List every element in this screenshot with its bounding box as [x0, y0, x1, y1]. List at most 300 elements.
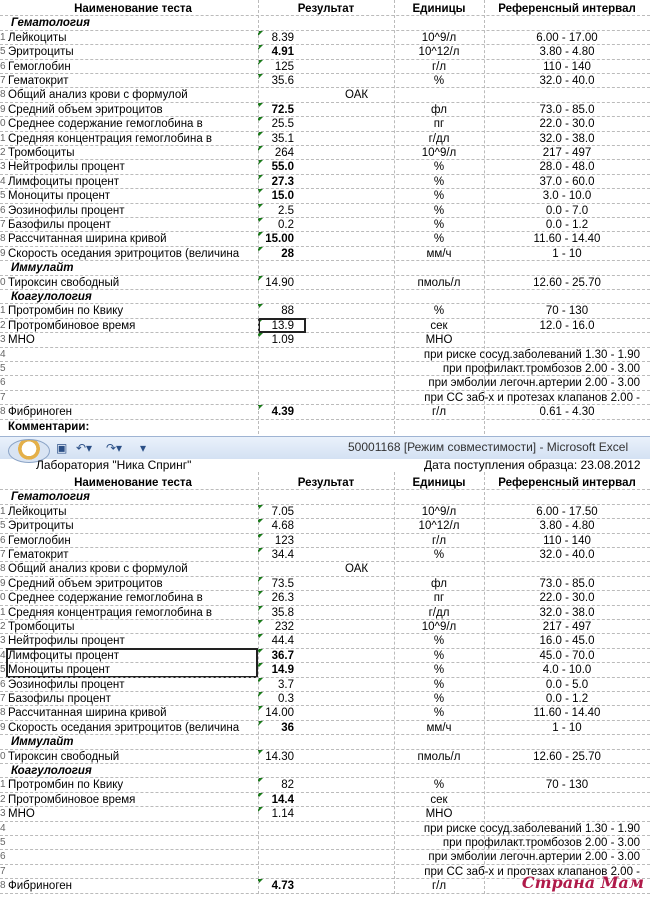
- test-result[interactable]: 35.1: [271, 132, 294, 145]
- test-ref-range[interactable]: 6.00 - 17.00: [536, 31, 598, 44]
- test-ref-range[interactable]: 37.0 - 60.0: [539, 175, 595, 188]
- table-row: [0, 60, 650, 74]
- table-row: [0, 634, 650, 648]
- test-name[interactable]: Эозинофилы процент: [8, 678, 125, 691]
- test-result[interactable]: 0.3: [278, 693, 294, 705]
- reference-note: при эмболии легочн.артерии 2.00 - 3.00: [428, 851, 640, 864]
- table-row: [0, 519, 650, 533]
- test-result[interactable]: 14.9: [271, 664, 294, 677]
- header-unit: Единицы: [412, 3, 466, 15]
- excel-title-bar: [0, 436, 650, 459]
- row-number: 8: [0, 563, 6, 575]
- table-row: [0, 807, 650, 821]
- test-name[interactable]: Средний объем эритроцитов: [8, 577, 163, 590]
- row-number: 5: [0, 664, 6, 676]
- table-row: [0, 103, 650, 117]
- row-number: 0: [0, 118, 6, 130]
- column-gridline: [394, 0, 395, 434]
- test-unit[interactable]: пг: [433, 592, 445, 605]
- test-ref-range[interactable]: 32.0 - 38.0: [539, 606, 595, 619]
- test-unit[interactable]: %: [433, 161, 445, 174]
- test-ref-range[interactable]: 4.0 - 10.0: [542, 664, 592, 677]
- test-ref-range[interactable]: 70 - 130: [545, 305, 589, 318]
- test-name[interactable]: Фибриноген: [8, 880, 73, 893]
- header-ref: Референсный интервал: [498, 477, 636, 489]
- test-result[interactable]: 4.39: [271, 406, 294, 419]
- test-unit[interactable]: пмоль/л: [417, 750, 461, 763]
- test-result[interactable]: 123: [274, 534, 294, 547]
- test-ref-range[interactable]: 3.0 - 10.0: [542, 190, 592, 203]
- test-ref-range[interactable]: 12.0 - 16.0: [539, 319, 595, 332]
- test-ref-range[interactable]: 0.0 - 5.0: [545, 678, 589, 691]
- test-ref-range[interactable]: 22.0 - 30.0: [539, 118, 595, 131]
- test-result[interactable]: 27.3: [271, 175, 294, 188]
- test-name[interactable]: Лимфоциты процент: [8, 175, 119, 188]
- row-number: 2: [0, 793, 6, 805]
- test-result[interactable]: 35.8: [271, 606, 294, 619]
- row-number: 6: [0, 678, 6, 690]
- test-name[interactable]: Тироксин свободный: [8, 276, 120, 289]
- row-number: 8: [0, 880, 6, 892]
- test-name[interactable]: Рассчитанная ширина кривой: [8, 233, 167, 246]
- test-unit[interactable]: г/л: [431, 534, 447, 547]
- test-ref-range[interactable]: 73.0 - 85.0: [539, 103, 595, 116]
- test-result[interactable]: 4.91: [271, 46, 294, 59]
- table-row: [0, 160, 650, 174]
- test-name[interactable]: Лимфоциты процент: [8, 649, 119, 662]
- reference-note: при СС заб-х и протезах клапанов 2.00 -: [424, 865, 640, 878]
- test-unit[interactable]: %: [433, 635, 445, 648]
- row-number: 3: [0, 808, 6, 820]
- table-row: [0, 88, 650, 102]
- row-number: 3: [0, 334, 6, 346]
- test-ref-range[interactable]: 11.60 - 14.40: [533, 233, 601, 246]
- test-unit[interactable]: фл: [431, 103, 447, 116]
- table-row: [0, 232, 650, 246]
- section-heading: [0, 290, 650, 304]
- row-number: 1: [0, 779, 6, 791]
- test-result[interactable]: 8.39: [271, 31, 294, 44]
- table-row: [0, 319, 650, 333]
- test-unit[interactable]: %: [433, 693, 445, 705]
- test-unit[interactable]: %: [433, 305, 445, 318]
- section-heading: [0, 764, 650, 778]
- test-name[interactable]: Скорость оседания эритроцитов (величина: [8, 247, 240, 260]
- test-name[interactable]: Общий анализ крови с формулой: [8, 563, 188, 576]
- test-unit[interactable]: пг: [433, 118, 445, 131]
- test-ref-range[interactable]: [484, 793, 650, 807]
- row-number: 1: [0, 132, 6, 144]
- reference-note: при риске сосуд.заболеваний 1.30 - 1.90: [423, 348, 640, 361]
- row-number: 8: [0, 707, 6, 719]
- test-ref-range[interactable]: 45.0 - 70.0: [539, 649, 595, 662]
- table-row: [0, 31, 650, 45]
- table-row: [0, 45, 650, 59]
- test-result[interactable]: 7.05: [271, 505, 294, 518]
- test-unit[interactable]: %: [433, 707, 445, 720]
- test-name[interactable]: Средний объем эритроцитов: [8, 103, 163, 116]
- test-name[interactable]: Протромбиновое время: [8, 793, 136, 806]
- row-number: 9: [0, 247, 6, 259]
- table-row: [0, 117, 650, 131]
- note-row: [0, 836, 650, 850]
- test-ref-range[interactable]: 70 - 130: [545, 779, 589, 792]
- table-row: [0, 175, 650, 189]
- table-row: [0, 505, 650, 519]
- test-name[interactable]: Эритроциты: [8, 520, 74, 533]
- table-row: [0, 304, 650, 318]
- test-unit[interactable]: г/л: [431, 60, 447, 73]
- row-number: 2: [0, 621, 6, 632]
- test-result[interactable]: 13.9: [271, 319, 294, 332]
- oak-label: ОАК: [345, 563, 369, 576]
- report-sheet-2: [0, 472, 650, 898]
- reference-note: при риске сосуд.заболеваний 1.30 - 1.90: [423, 822, 640, 835]
- column-gridline: [394, 472, 395, 894]
- table-row: [0, 577, 650, 591]
- test-ref-range[interactable]: 11.60 - 14.40: [533, 707, 601, 720]
- test-unit[interactable]: г/л: [431, 880, 447, 893]
- test-name[interactable]: Базофилы процент: [8, 693, 111, 705]
- redo-icon[interactable]: ↷▾: [106, 441, 123, 455]
- window-title: 50001168 [Режим совместимости] - Microsoft Excel: [348, 440, 629, 454]
- section-title: Гематология: [11, 491, 90, 504]
- test-unit[interactable]: %: [433, 204, 445, 217]
- test-name[interactable]: Базофилы процент: [8, 219, 111, 231]
- table-row: [0, 333, 650, 347]
- test-result[interactable]: 14.4: [271, 793, 294, 806]
- test-name[interactable]: Лейкоциты: [8, 505, 67, 518]
- test-result[interactable]: 14.30: [265, 750, 294, 763]
- test-ref-range[interactable]: [484, 807, 650, 821]
- test-result[interactable]: 34.4: [271, 549, 294, 561]
- row-number: 7: [0, 75, 6, 86]
- test-ref-range[interactable]: 28.0 - 48.0: [539, 161, 595, 174]
- test-result[interactable]: 1.14: [271, 808, 294, 821]
- test-name[interactable]: Нейтрофилы процент: [8, 161, 125, 174]
- test-name[interactable]: Нейтрофилы процент: [8, 635, 125, 648]
- test-name[interactable]: Протромбин по Квику: [8, 779, 124, 792]
- comments-row: [0, 420, 650, 434]
- table-row: [0, 189, 650, 203]
- table-row: [0, 750, 650, 764]
- test-name[interactable]: Тромбоциты: [8, 621, 75, 633]
- test-result[interactable]: 36: [281, 721, 294, 734]
- note-row: [0, 822, 650, 836]
- test-name[interactable]: Гематокрит: [8, 75, 69, 87]
- note-row: [0, 362, 650, 376]
- table-row: [0, 548, 650, 562]
- test-unit[interactable]: г/дл: [428, 132, 450, 145]
- test-ref-range[interactable]: 12.60 - 25.70: [533, 750, 601, 763]
- test-ref-range[interactable]: 12.60 - 25.70: [533, 276, 601, 289]
- test-name[interactable]: Общий анализ крови с формулой: [8, 89, 188, 102]
- customize-quick-access-icon[interactable]: ▾: [140, 441, 147, 455]
- test-result[interactable]: 28: [281, 247, 294, 260]
- row-number: 0: [0, 276, 6, 288]
- test-result[interactable]: 3.7: [278, 678, 294, 691]
- test-result[interactable]: 26.3: [271, 592, 294, 605]
- row-number: 4: [0, 175, 6, 187]
- row-gridline: [0, 893, 650, 894]
- section-heading: [0, 261, 650, 275]
- test-result[interactable]: 14.90: [265, 276, 294, 289]
- reference-note: при СС заб-х и протезах клапанов 2.00 -: [424, 391, 640, 404]
- table-row: [0, 706, 650, 720]
- section-heading: [0, 490, 650, 504]
- test-ref-range[interactable]: [484, 333, 650, 347]
- note-row: [0, 348, 650, 362]
- test-ref-range[interactable]: 1 - 10: [552, 247, 582, 260]
- test-name[interactable]: Гемоглобин: [8, 534, 71, 547]
- test-result[interactable]: 1.09: [271, 334, 294, 347]
- row-number: 9: [0, 721, 6, 733]
- row-number: 4: [0, 649, 6, 661]
- test-unit[interactable]: %: [433, 664, 445, 677]
- test-result[interactable]: 4.73: [271, 880, 294, 893]
- test-name[interactable]: Протромбин по Квику: [8, 305, 124, 318]
- row-number: 7: [0, 391, 6, 403]
- test-result[interactable]: 88: [281, 305, 294, 318]
- row-number: 4: [0, 348, 6, 360]
- row-number: 1: [0, 305, 6, 317]
- table-row: [0, 778, 650, 792]
- row-number: 8: [0, 89, 6, 101]
- test-result[interactable]: 36.7: [271, 649, 294, 662]
- test-name[interactable]: Гематокрит: [8, 549, 69, 561]
- test-result[interactable]: 44.4: [271, 635, 294, 648]
- table-row: [0, 204, 650, 218]
- test-result[interactable]: 125: [274, 60, 294, 73]
- row-number: 5: [0, 190, 6, 202]
- test-unit[interactable]: МНО: [425, 334, 453, 347]
- test-name[interactable]: Рассчитанная ширина кривой: [8, 707, 167, 720]
- test-ref-range[interactable]: 32.0 - 38.0: [539, 132, 595, 145]
- test-result[interactable]: 0.2: [278, 219, 294, 231]
- test-unit[interactable]: 10^12/л: [418, 520, 460, 533]
- test-name[interactable]: Среднее содержание гемоглобина в: [8, 118, 203, 131]
- test-ref-range[interactable]: 217 - 497: [542, 147, 592, 159]
- row-number: 4: [0, 822, 6, 834]
- test-name[interactable]: Гемоглобин: [8, 60, 71, 73]
- comments-label: Комментарии:: [8, 420, 90, 433]
- table-row: [0, 562, 650, 576]
- test-result[interactable]: 4.68: [271, 520, 294, 533]
- section-heading: [0, 16, 650, 30]
- test-ref-range[interactable]: 3.80 - 4.80: [539, 46, 595, 59]
- test-unit[interactable]: 10^9/л: [421, 505, 457, 518]
- row-number: 0: [0, 750, 6, 762]
- test-result[interactable]: 82: [281, 779, 294, 792]
- row-number: 9: [0, 577, 6, 589]
- row-number: 6: [0, 204, 6, 216]
- row-number: 5: [0, 520, 6, 532]
- row-number: 0: [0, 592, 6, 604]
- test-unit[interactable]: МНО: [425, 808, 453, 821]
- table-row: [0, 405, 650, 419]
- test-name[interactable]: Эозинофилы процент: [8, 204, 125, 217]
- test-ref-range[interactable]: 0.0 - 1.2: [545, 219, 589, 231]
- test-ref-range[interactable]: 3.80 - 4.80: [539, 520, 595, 533]
- test-ref-range[interactable]: 1 - 10: [552, 721, 582, 734]
- reference-note: при профилакт.тромбозов 2.00 - 3.00: [442, 363, 640, 375]
- test-unit[interactable]: %: [433, 779, 445, 792]
- section-title: Иммулайт: [11, 736, 74, 749]
- test-result[interactable]: 25.5: [271, 118, 294, 131]
- test-ref-range[interactable]: 0.0 - 1.2: [545, 693, 589, 705]
- watermark: Страна Мам: [521, 873, 644, 892]
- test-unit[interactable]: пмоль/л: [417, 276, 461, 289]
- table-header: [0, 476, 650, 490]
- test-ref-range[interactable]: 73.0 - 85.0: [539, 577, 595, 590]
- row-number: 2: [0, 147, 6, 158]
- test-name[interactable]: Фибриноген: [8, 406, 73, 419]
- test-result[interactable]: 15.00: [265, 233, 294, 246]
- test-ref-range[interactable]: 110 - 140: [543, 60, 591, 73]
- row-number: 5: [0, 46, 6, 58]
- test-name[interactable]: Средняя концентрация гемоглобина в: [8, 606, 213, 619]
- row-number: 6: [0, 377, 6, 389]
- test-unit[interactable]: %: [433, 233, 445, 246]
- test-result[interactable]: 14.00: [265, 707, 294, 720]
- test-ref-range[interactable]: 22.0 - 30.0: [539, 592, 595, 605]
- row-number: 7: [0, 219, 6, 230]
- test-name[interactable]: Скорость оседания эритроцитов (величина: [8, 721, 240, 734]
- header-ref: Референсный интервал: [498, 3, 636, 15]
- table-row: [0, 534, 650, 548]
- row-number: 2: [0, 319, 6, 331]
- test-ref-range[interactable]: 16.0 - 45.0: [539, 635, 595, 648]
- test-ref-range[interactable]: 0.61 - 4.30: [539, 406, 595, 419]
- table-row: [0, 692, 650, 706]
- column-gridline: [258, 472, 259, 894]
- test-result[interactable]: 232: [274, 621, 294, 633]
- test-ref-range[interactable]: 6.00 - 17.50: [536, 505, 598, 518]
- table-row: [0, 591, 650, 605]
- row-number: 1: [0, 606, 6, 618]
- table-row: [0, 721, 650, 735]
- row-number: 9: [0, 103, 6, 115]
- test-unit[interactable]: 10^9/л: [421, 31, 457, 44]
- sample-received-date: Дата поступления образца: 23.08.2012: [424, 458, 641, 472]
- row-number: 1: [0, 505, 6, 517]
- test-unit[interactable]: %: [433, 190, 445, 203]
- table-row: [0, 793, 650, 807]
- save-icon[interactable]: ▣: [56, 441, 68, 455]
- section-title: Коагулология: [11, 291, 92, 303]
- test-name[interactable]: МНО: [8, 334, 35, 347]
- row-number: 8: [0, 233, 6, 245]
- test-unit[interactable]: %: [433, 678, 445, 691]
- test-name[interactable]: Лейкоциты: [8, 31, 67, 44]
- test-unit[interactable]: г/дл: [428, 606, 450, 619]
- test-result[interactable]: 35.6: [271, 75, 294, 87]
- test-result[interactable]: 264: [274, 147, 294, 159]
- table-row: [0, 146, 650, 160]
- table-row: [0, 74, 650, 88]
- test-name[interactable]: Тромбоциты: [8, 147, 75, 159]
- row-number: 5: [0, 363, 6, 374]
- test-name[interactable]: Эритроциты: [8, 46, 74, 59]
- test-name[interactable]: Средняя концентрация гемоглобина в: [8, 132, 213, 145]
- test-result[interactable]: 72.5: [271, 103, 294, 116]
- test-unit[interactable]: 10^9/л: [421, 147, 457, 159]
- test-ref-range[interactable]: 32.0 - 40.0: [539, 75, 595, 87]
- row-number: 3: [0, 635, 6, 647]
- header-result: Результат: [297, 477, 355, 489]
- test-name[interactable]: Моноциты процент: [8, 190, 111, 203]
- table-row: [0, 132, 650, 146]
- column-gridline: [258, 0, 259, 434]
- oak-label: ОАК: [345, 89, 369, 102]
- column-gridline: [484, 472, 485, 894]
- lab-name: Лаборатория "Ника Спринг": [36, 458, 192, 472]
- test-name[interactable]: Среднее содержание гемоглобина в: [8, 592, 203, 605]
- test-unit[interactable]: сек: [430, 319, 448, 332]
- test-unit[interactable]: г/л: [431, 406, 447, 419]
- section-title: Иммулайт: [11, 262, 74, 275]
- report-sheet-1: [0, 0, 650, 436]
- row-number: 7: [0, 549, 6, 560]
- test-unit[interactable]: %: [433, 175, 445, 188]
- test-ref-range[interactable]: 110 - 140: [543, 534, 591, 547]
- table-header: [0, 2, 650, 16]
- test-name[interactable]: Тироксин свободный: [8, 750, 120, 763]
- row-number: 6: [0, 851, 6, 863]
- header-unit: Единицы: [412, 477, 466, 489]
- test-result[interactable]: 73.5: [271, 577, 294, 590]
- test-unit[interactable]: %: [433, 549, 445, 561]
- test-name[interactable]: МНО: [8, 808, 35, 821]
- test-unit[interactable]: %: [433, 219, 445, 231]
- header-result: Результат: [297, 3, 355, 15]
- test-ref-range[interactable]: 217 - 497: [542, 621, 592, 633]
- table-row: [0, 678, 650, 692]
- test-unit[interactable]: сек: [430, 793, 448, 806]
- test-result[interactable]: 15.0: [271, 190, 294, 203]
- section-title: Гематология: [11, 17, 90, 30]
- header-name: Наименование теста: [74, 3, 192, 15]
- test-unit[interactable]: мм/ч: [426, 247, 452, 260]
- test-ref-range[interactable]: 32.0 - 40.0: [539, 549, 595, 561]
- test-unit[interactable]: %: [433, 75, 445, 87]
- test-ref-range[interactable]: 0.0 - 7.0: [545, 204, 589, 217]
- table-row: [0, 606, 650, 620]
- selected-cell[interactable]: [258, 318, 306, 333]
- row-number: 6: [0, 534, 6, 546]
- test-unit[interactable]: мм/ч: [426, 721, 452, 734]
- section-heading: [0, 735, 650, 749]
- test-unit[interactable]: фл: [431, 577, 447, 590]
- row-number: 5: [0, 837, 6, 848]
- test-result[interactable]: 2.5: [278, 204, 294, 217]
- table-row: [0, 218, 650, 232]
- undo-icon[interactable]: ↶▾: [76, 441, 93, 455]
- test-unit[interactable]: 10^9/л: [421, 621, 457, 633]
- header-name: Наименование теста: [74, 477, 192, 489]
- row-number: 6: [0, 60, 6, 72]
- row-number: 1: [0, 31, 6, 43]
- test-name[interactable]: Протромбиновое время: [8, 319, 136, 332]
- table-row: [0, 276, 650, 290]
- test-result[interactable]: 55.0: [271, 161, 294, 174]
- table-row: [0, 247, 650, 261]
- table-row: [0, 663, 650, 677]
- test-unit[interactable]: 10^12/л: [418, 46, 460, 59]
- test-unit[interactable]: %: [433, 649, 445, 662]
- test-name[interactable]: Моноциты процент: [8, 664, 111, 677]
- reference-note: при профилакт.тромбозов 2.00 - 3.00: [442, 837, 640, 849]
